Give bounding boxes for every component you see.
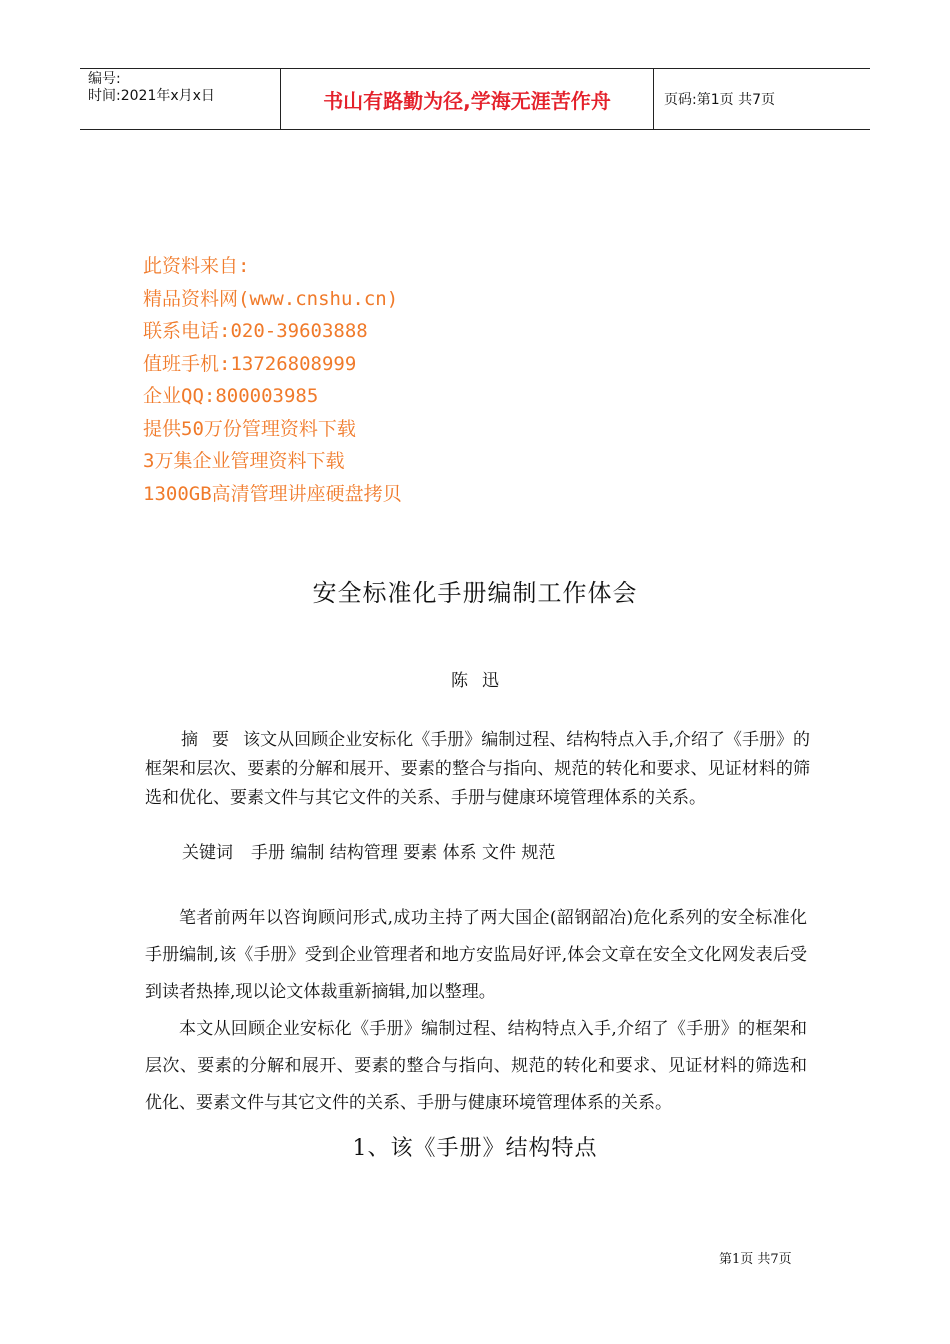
source-ad-line: 联系电话:020-39603888	[143, 320, 368, 342]
article-author: 陈迅	[451, 671, 513, 691]
source-ad-line: 此资料来自:	[143, 255, 250, 277]
abstract	[145, 726, 810, 813]
keywords	[182, 841, 555, 865]
abstract-text: 该文从回顾企业安标化《手册》编制过程、结构特点入手,介绍了《手册》的框架和层次、要素的分解和展开、要素的整合与指向、规范的转化和要求、见证材料的筛选和优化、要素文件与其它文件的关系、手册与健康环境管理体系的关系。	[145, 730, 811, 808]
document-header	[80, 68, 870, 130]
abstract-label: 摘要	[181, 730, 244, 750]
header-motto: 书山有路勤为径,学海无涯苦作舟	[281, 69, 654, 129]
source-ad-line: 1300GB高清管理讲座硬盘拷贝	[143, 482, 402, 505]
header-number-label: 编号:	[88, 71, 121, 87]
header-meta-cell	[80, 69, 281, 129]
body-paragraph: 本文从回顾企业安标化《手册》编制过程、结构特点入手,介绍了《手册》的框架和层次、要素的分解和展开、要素的整合与指向、规范的转化和要求、见证材料的筛选和优化、要素文件与其它文件的关系、手册与健康环境管理体系的关系。	[145, 1019, 807, 1113]
source-ad-line: 3万集企业管理资料下载	[143, 450, 345, 472]
source-ad-line: 企业QQ:800003985	[143, 385, 319, 407]
source-ad-block	[143, 250, 402, 510]
header-page-info: 页码:第1页 共7页	[664, 92, 775, 108]
footer-page-info: 第1页 共7页	[719, 1252, 792, 1267]
body-paragraph: 笔者前两年以咨询顾问形式,成功主持了两大国企(韶钢韶冶)危化系列的安全标准化手册编制,该《手册》受到企业管理者和地方安监局好评,体会文章在安全文化网发表后受到读者热捧,现以论文体裁重新摘辑,加以整理。	[145, 908, 807, 1002]
source-ad-line: 精品资料网(www.cnshu.cn)	[143, 287, 399, 310]
article-title: 安全标准化手册编制工作体会	[312, 579, 638, 607]
keywords-label: 关键词	[182, 843, 233, 863]
header-time-label: 时间:2021年x月x日	[88, 88, 215, 104]
section-heading: 1、该《手册》结构特点	[352, 1136, 598, 1161]
source-ad-line: 提供50万份管理资料下载	[143, 417, 356, 440]
keywords-list: 手册 编制 结构管理 要素 体系 文件 规范	[251, 843, 556, 863]
source-ad-line: 值班手机:13726808999	[143, 352, 357, 375]
